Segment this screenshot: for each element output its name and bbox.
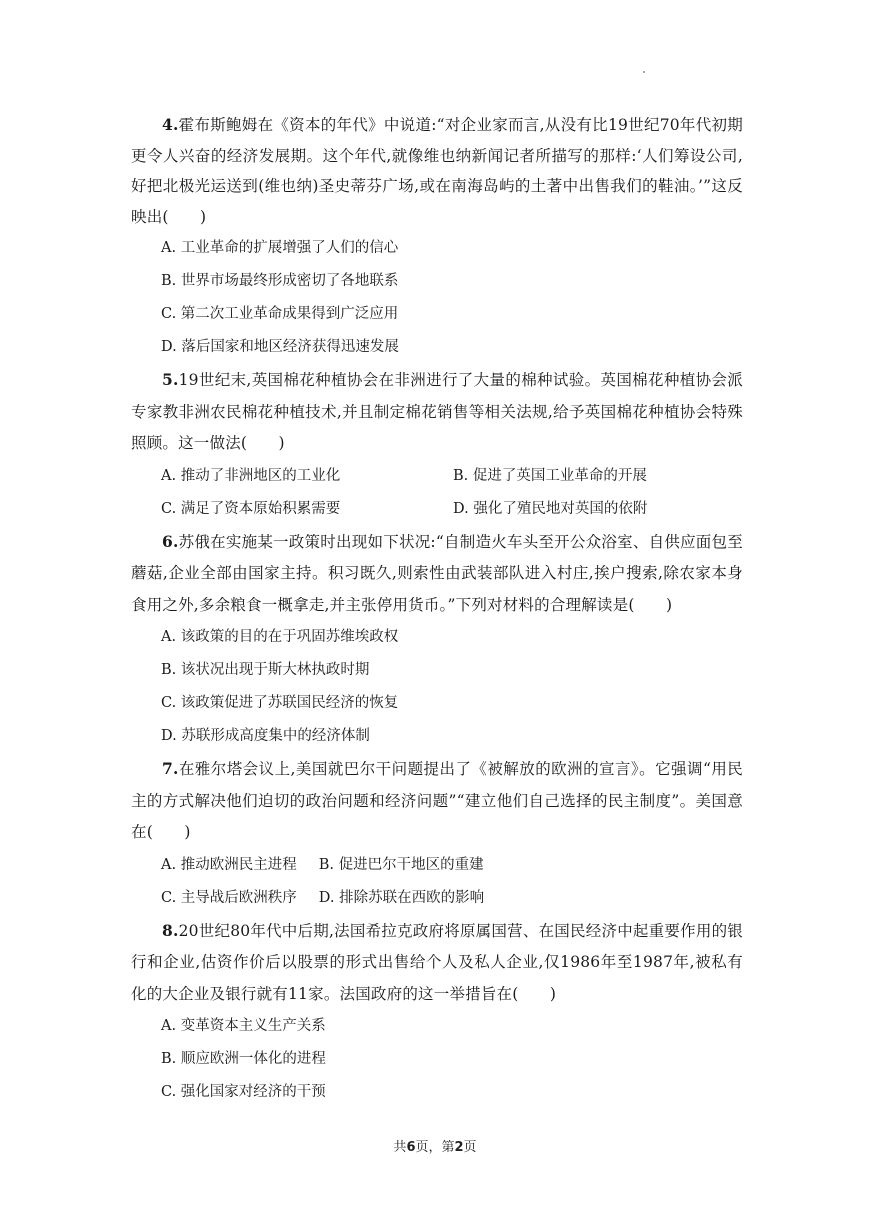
question-7-number: 7. — [162, 759, 179, 778]
question-7-options-row-2 — [131, 882, 743, 915]
question-6-stem — [131, 526, 743, 622]
question-8-option-a[interactable]: A. 变革资本主义生产关系 — [161, 1018, 326, 1034]
question-5-stem — [131, 364, 743, 460]
question-8-option-b[interactable]: B. 顺应欧洲一体化的进程 — [161, 1051, 326, 1067]
question-8-stem — [131, 915, 743, 1011]
question-5-text: 19世纪末,英国棉花种植协会在非洲进行了大量的棉种试验。英国棉花种植协会派专家教非洲农民棉花种植技术,并且制定棉花销售等相关法规,给予英国棉花种植协会特殊照顾。这一做法( ) — [131, 371, 743, 452]
question-7-option-a[interactable]: A. 推动欧洲民主进程 — [161, 856, 297, 873]
question-5-options-row-1 — [131, 460, 743, 493]
question-list — [131, 110, 743, 1109]
question-7-option-b[interactable]: B. 促进巴尔干地区的重建 — [318, 856, 484, 873]
question-6-number: 6. — [162, 531, 179, 551]
question-4 — [131, 110, 743, 364]
question-5-option-b[interactable]: B. 促进了英国工业革命的开展 — [453, 467, 647, 484]
question-4-option-d[interactable]: D. 落后国家和地区经济获得迅速发展 — [161, 339, 399, 355]
question-4-text: 霍布斯鲍姆在《资本的年代》中说道:“对企业家而言,从没有比19世纪70年代初期更令人兴奋的经济发展期。这个年代,就像维也纳新闻记者所描写的那样:‘人们筹设公司,好把北极光运送到(维也纳)圣史蒂芬广场,或在南海岛屿的土著中出售我们的鞋油。’”这反映出( ) — [131, 116, 743, 226]
question-7-option-d[interactable]: D. 排除苏联在西欧的影响 — [318, 889, 485, 906]
question-4-stem — [131, 110, 743, 232]
question-8 — [131, 915, 743, 1110]
question-4-option-c[interactable]: C. 第二次工业革命成果得到广泛应用 — [161, 306, 399, 322]
question-4-option-b[interactable]: B. 世界市场最终形成密切了各地联系 — [161, 273, 399, 289]
question-4-option-a[interactable]: A. 工业革命的扩展增强了人们的信心 — [161, 240, 399, 256]
question-7 — [131, 753, 743, 915]
question-7-text: 在雅尔塔会议上,美国就巴尔干问题提出了《被解放的欧洲的宣言》。它强调“用民主的方式解决他们迫切的政治问题和经济问题”“建立他们自己选择的民主制度”。美国意在( ) — [131, 760, 743, 841]
question-7-stem — [131, 753, 743, 849]
footer-current-page: 2 — [454, 1140, 464, 1155]
question-8-text: 20世纪80年代中后期,法国希拉克政府将原属国营、在国民经济中起重要作用的银行和企业,估资作价后以股票的形式出售给个人及私人企业,仅1986年至1987年,被私有化的大企业及银行就有11家。法国政府的这一举措旨在( ) — [131, 921, 743, 1003]
question-4-number: 4. — [162, 115, 179, 134]
question-6-option-d[interactable]: D. 苏联形成高度集中的经济体制 — [161, 728, 370, 744]
question-5-option-d[interactable]: D. 强化了殖民地对英国的依附 — [453, 500, 648, 517]
question-6-option-a[interactable]: A. 该政策的目的在于巩固苏维埃政权 — [161, 629, 399, 645]
question-6 — [131, 526, 743, 754]
question-7-options-row-1 — [131, 849, 743, 882]
question-5-option-a[interactable]: A. 推动了非洲地区的工业化 — [161, 467, 341, 484]
question-8-number: 8. — [162, 920, 179, 940]
question-5 — [131, 364, 743, 526]
page-footer — [0, 1136, 870, 1155]
footer-total-pages: 6 — [406, 1140, 416, 1155]
scan-dot — [643, 71, 645, 73]
footer-post: 页 — [463, 1140, 477, 1155]
question-6-text: 苏俄在实施某一政策时出现如下状况:“自制造火车头至开公众浴室、自供应面包至蘑菇,企业全部由国家主持。积习既久,则索性由武装部队进入村庄,挨户搜索,除农家本身食用之外,多余粮食一概拿走,并主张停用货币。”下列对材料的合理解读是( ) — [131, 532, 743, 614]
question-8-option-c[interactable]: C. 强化国家对经济的干预 — [161, 1084, 326, 1100]
question-7-option-c[interactable]: C. 主导战后欧洲秩序 — [161, 889, 297, 906]
question-5-number: 5. — [162, 370, 179, 389]
question-6-option-b[interactable]: B. 该状况出现于斯大林执政时期 — [161, 662, 370, 678]
footer-mid: 页，第 — [415, 1140, 455, 1155]
question-6-option-c[interactable]: C. 该政策促进了苏联国民经济的恢复 — [161, 695, 399, 711]
footer-pre: 共 — [393, 1140, 407, 1155]
question-5-options-row-2 — [131, 493, 743, 526]
question-5-option-c[interactable]: C. 满足了资本原始积累需要 — [161, 500, 341, 517]
